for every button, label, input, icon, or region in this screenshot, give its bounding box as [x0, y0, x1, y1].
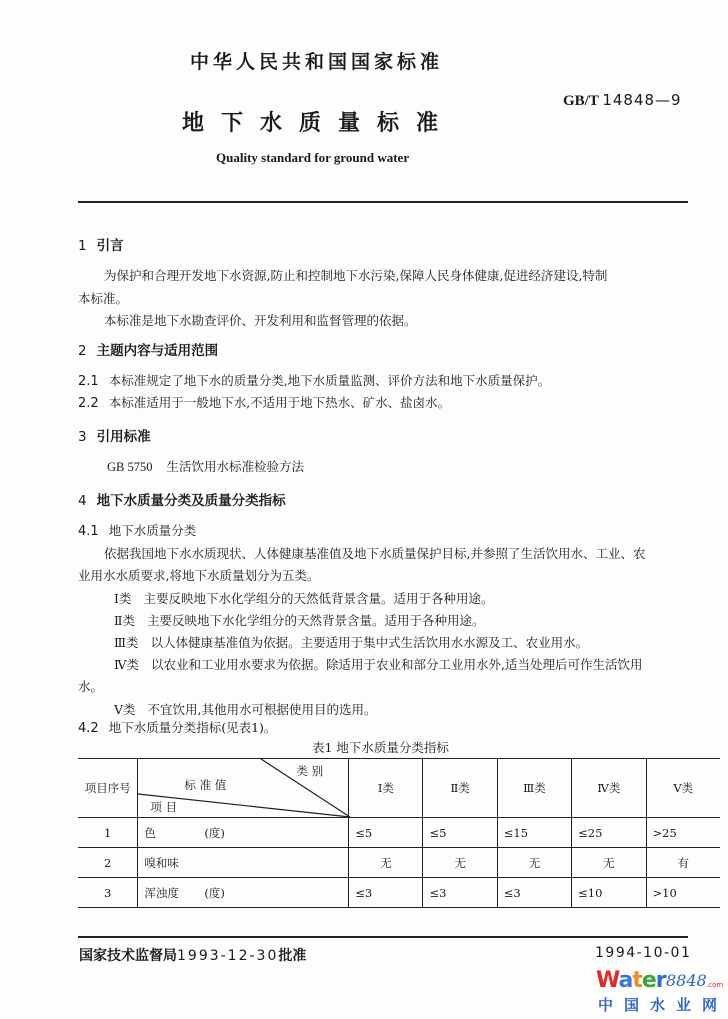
header-item-number: 项目序号	[78, 759, 138, 818]
clause-text: 本标准规定了地下水的质量分类,地下水质量监测、评价方法和地下水质量保护。	[108, 373, 551, 388]
section-1-heading	[78, 234, 124, 254]
value-class-1: ≤5	[349, 818, 423, 848]
header-class-5: Ⅴ类	[646, 759, 720, 818]
class-text: 不宜饮用,其他用水可根据使用目的选用。	[147, 702, 377, 717]
clause-number: 2.1	[78, 374, 99, 389]
issuing-authority: 中华人民共和国国家标准	[190, 51, 444, 73]
value-class-3: ≤15	[497, 818, 571, 848]
footer-divider	[78, 936, 688, 938]
paragraph: 本标准是地下水勘查评价、开发利用和监督管理的依据。	[104, 313, 417, 328]
row-number: 1	[78, 818, 138, 848]
value-class-2: ≤5	[423, 818, 497, 848]
value-class-1: ≤3	[349, 878, 423, 908]
document-subtitle: Quality standard for ground water	[216, 150, 410, 165]
table-row	[78, 848, 720, 878]
item-unit: (度)	[204, 885, 225, 900]
value-class-4: ≤25	[572, 818, 646, 848]
value-class-2: ≤3	[423, 878, 497, 908]
paragraph: 依据我国地下水水质现状、人体健康基准值及地下水质量保护目标,并参照了生活饮用水、工业、农	[104, 546, 646, 561]
section-number: 4	[78, 493, 87, 509]
class-1-description	[114, 589, 493, 607]
reference-code: GB 5750	[107, 460, 153, 474]
class-3-description	[114, 633, 588, 651]
class-4-continuation: 水。	[78, 679, 104, 694]
header-class-2: Ⅱ类	[423, 759, 497, 818]
section-4-heading	[78, 489, 286, 509]
clause-number: 4.1	[78, 524, 99, 539]
item-unit: (度)	[204, 825, 225, 840]
paragraph: 本标准。	[78, 291, 129, 306]
class-label: Ⅳ类	[114, 657, 139, 672]
class-text: 主要反映地下水化学组分的天然背景含量。适用于各种用途。	[147, 613, 485, 628]
item-name: 嗅和味	[144, 855, 179, 870]
row-number: 2	[78, 848, 138, 878]
section-number: 1	[78, 238, 87, 254]
header-standard-value-label: 标 准 值	[184, 778, 227, 792]
section-number: 2	[78, 343, 87, 359]
value-class-5: 有	[646, 848, 720, 878]
header-divider	[78, 201, 688, 203]
paragraph: 为保护和合理开发地下水资源,防止和控制地下水污染,保障人民身体健康,促进经济建设,特制	[104, 268, 608, 283]
class-text: 以人体健康基准值为依据。主要适用于集中式生活饮用水水源及工、农业用水。	[150, 635, 589, 650]
normative-reference	[107, 457, 304, 475]
header-category-label: 类 别	[296, 764, 324, 778]
class-label: Ⅰ类	[114, 591, 132, 606]
value-class-2: 无	[423, 848, 497, 878]
section-number: 3	[78, 429, 87, 445]
section-title: 引用标准	[96, 429, 151, 445]
reference-title: 生活饮用水标准检验方法	[166, 459, 305, 474]
clause-2-1	[78, 371, 550, 389]
document-title: 地下水质量标准	[182, 111, 456, 136]
class-text: 以农业和工业用水要求为依据。除适用于农业和部分工业用水外,适当处理后可作生活饮用	[151, 657, 643, 672]
header-diagonal-cell	[138, 759, 349, 818]
row-item	[138, 818, 349, 848]
approval-date: 1993-12-30	[177, 948, 279, 964]
standard-code-number: 14848—9	[602, 91, 682, 109]
value-class-4: 无	[572, 848, 646, 878]
approval-statement	[79, 945, 306, 965]
clause-4-1	[78, 521, 196, 539]
section-3-heading	[78, 425, 151, 445]
clause-number: 4.2	[78, 721, 99, 736]
clause-4-2	[78, 718, 276, 736]
value-class-3: 无	[497, 848, 571, 878]
clause-2-2	[78, 393, 450, 411]
class-label: Ⅴ类	[114, 702, 136, 717]
standard-code	[563, 91, 682, 110]
section-title: 主题内容与适用范围	[96, 343, 219, 359]
row-item	[138, 848, 349, 878]
section-title: 引言	[96, 238, 124, 254]
value-class-3: ≤3	[497, 878, 571, 908]
table-caption: 表1 地下水质量分类指标	[312, 740, 449, 755]
table-header-row	[78, 759, 720, 818]
class-label: Ⅲ类	[114, 635, 139, 650]
clause-text: 地下水质量分类指标(见表1)。	[108, 720, 277, 735]
class-2-description	[114, 611, 485, 629]
logo-number: 8848	[666, 971, 707, 990]
logo-chinese-name: 中国水业网	[598, 996, 728, 1014]
approver: 国家技术监督局	[79, 948, 177, 964]
table-row	[78, 818, 720, 848]
row-number: 3	[78, 878, 138, 908]
item-name: 色	[144, 825, 156, 840]
water8848-watermark-logo	[588, 968, 728, 1016]
item-name: 浑浊度	[144, 885, 179, 900]
approval-suffix: 批准	[278, 948, 307, 964]
section-title: 地下水质量分类及质量分类指标	[96, 493, 286, 509]
effective-date: 1994-10-01	[595, 945, 692, 961]
header-class-1: Ⅰ类	[349, 759, 423, 818]
header-class-3: Ⅲ类	[497, 759, 571, 818]
logo-tld: .com	[706, 981, 724, 989]
value-class-5: >25	[646, 818, 720, 848]
class-text: 主要反映地下水化学组分的天然低背景含量。适用于各种用途。	[143, 591, 494, 606]
value-class-1: 无	[349, 848, 423, 878]
section-2-heading	[78, 339, 218, 359]
value-class-5: >10	[646, 878, 720, 908]
standard-code-prefix: GB/T	[563, 93, 599, 109]
clause-text: 本标准适用于一般地下水,不适用于地下热水、矿水、盐卤水。	[108, 395, 451, 410]
clause-number: 2.2	[78, 396, 99, 411]
row-item	[138, 878, 349, 908]
header-item-label: 项 目	[150, 800, 178, 814]
class-5-description	[114, 700, 377, 718]
clause-title: 地下水质量分类	[108, 523, 197, 538]
paragraph: 业用水水质要求,将地下水质量划分为五类。	[78, 568, 320, 583]
logo-wordmark: Water	[596, 968, 666, 993]
table-row	[78, 878, 720, 908]
class-label: Ⅱ类	[114, 613, 135, 628]
quality-classification-table	[78, 758, 720, 908]
class-4-description	[114, 655, 642, 673]
header-class-4: Ⅳ类	[572, 759, 646, 818]
value-class-4: ≤10	[572, 878, 646, 908]
